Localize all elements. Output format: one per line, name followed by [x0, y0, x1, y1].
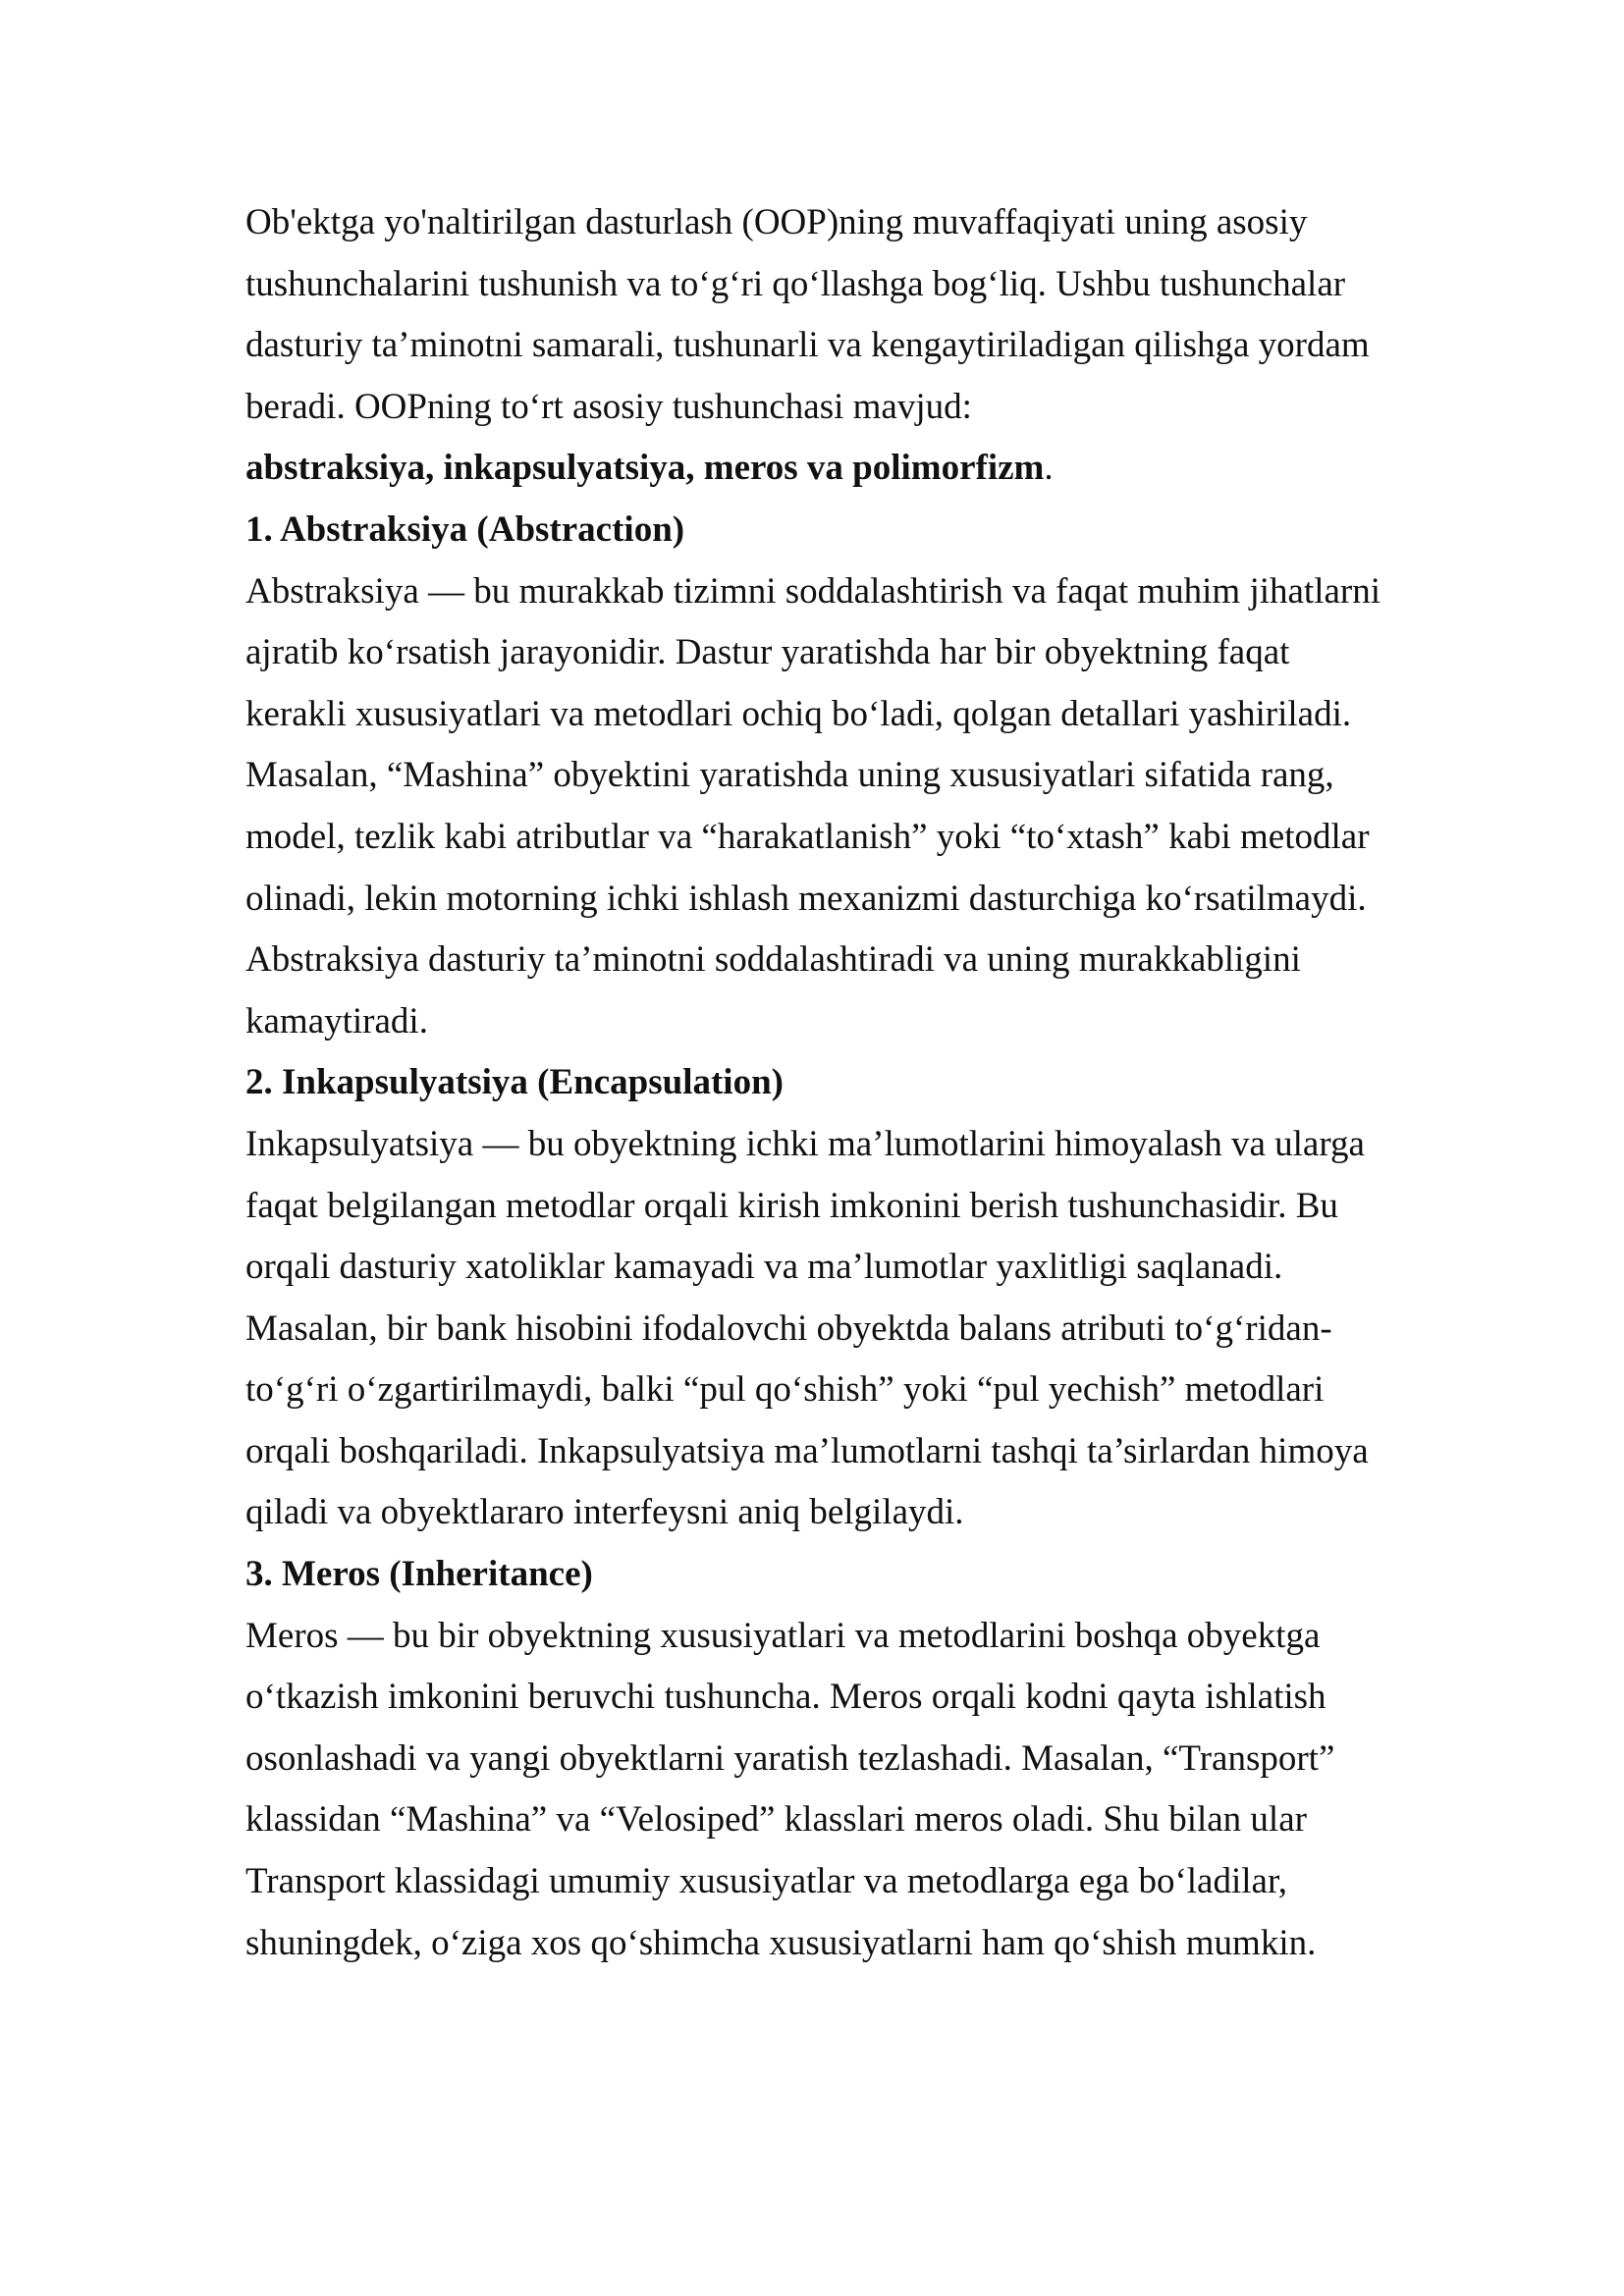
intro-key-concepts: abstraksiya, inkapsulyatsiya, meros va polimorfizm [245, 448, 1045, 489]
section-heading-inheritance: 3. Meros (Inheritance) [245, 1554, 593, 1595]
intro-paragraph [245, 192, 1394, 500]
section-heading-encapsulation: 2. Inkapsulyatsiya (Encapsulation) [245, 1062, 784, 1103]
section-body-encapsulation: Inkapsulyatsiya — bu obyektning ichki ma’lumotlarini himoyalash va ularga faqat belgilangan metodlar orqali kirish imkonini berish tushunchasidir. Bu orqali dasturiy xatoliklar kamayadi va ma’lumotlar yaxlitligi saqlanadi. Masalan, bir bank hisobini ifodalovchi obyektda balans atributi to‘g‘ridan-to‘g‘ri o‘zgartirilmaydi, balki “pul qo‘shish” yoki “pul yechish” metodlari orqali boshqariladi. Inkapsulyatsiya ma’lumotlarni tashqi ta’sirlardan himoya qiladi va obyektlararo interfeysni aniq belgilaydi. [245, 1123, 1369, 1533]
document-page [245, 192, 1394, 1974]
section-heading-abstraction: 1. Abstraksiya (Abstraction) [245, 508, 685, 550]
section-body-inheritance: Meros — bu bir obyektning xususiyatlari va metodlarini boshqa obyektga o‘tkazish imkonini beruvchi tushuncha. Meros orqali kodni qayta ishlatish osonlashadi va yangi obyektlarni yaratish tezlashadi. Masalan, “Transport” klassidan “Mashina” va “Velosiped” klasslari meros oladi. Shu bilan ular Transport klassidagi umumiy xususiyatlar va metodlarga ega bo‘ladilar, shuningdek, o‘ziga xos qo‘shimcha xususiyatlarni ham qo‘shish mumkin. [245, 1615, 1335, 1963]
section-body-abstraction: Abstraksiya — bu murakkab tizimni soddalashtirish va faqat muhim jihatlarni ajratib ko‘rsatish jarayonidir. Dastur yaratishda har bir obyektning faqat kerakli xususiyatlari va metodlari ochiq bo‘ladi, qolgan detallari yashiriladi. Masalan, “Mashina” obyektini yaratishda uning xususiyatlari sifatida rang, model, tezlik kabi atributlar va “harakatlanish” yoki “to‘xtash” kabi metodlar olinadi, lekin motorning ichki ishlash mexanizmi dasturchiga ko‘rsatilmaydi. Abstraksiya dasturiy ta’minotni soddalashtiradi va uning murakkabligini kamaytiradi. [245, 570, 1381, 1041]
intro-end-punct: . [1044, 448, 1054, 489]
intro-text: Ob'ektga yo'naltirilgan dasturlash (OOP)ning muvaffaqiyati uning asosiy tushunchalarini tushunish va to‘g‘ri qo‘llashga bog‘liq. Ushbu tushunchalar dasturiy ta’minotni samarali, tushunarli va kengaytiriladigan qilishga yordam beradi. OOPning to‘rt asosiy tushunchasi mavjud: [245, 202, 1370, 427]
